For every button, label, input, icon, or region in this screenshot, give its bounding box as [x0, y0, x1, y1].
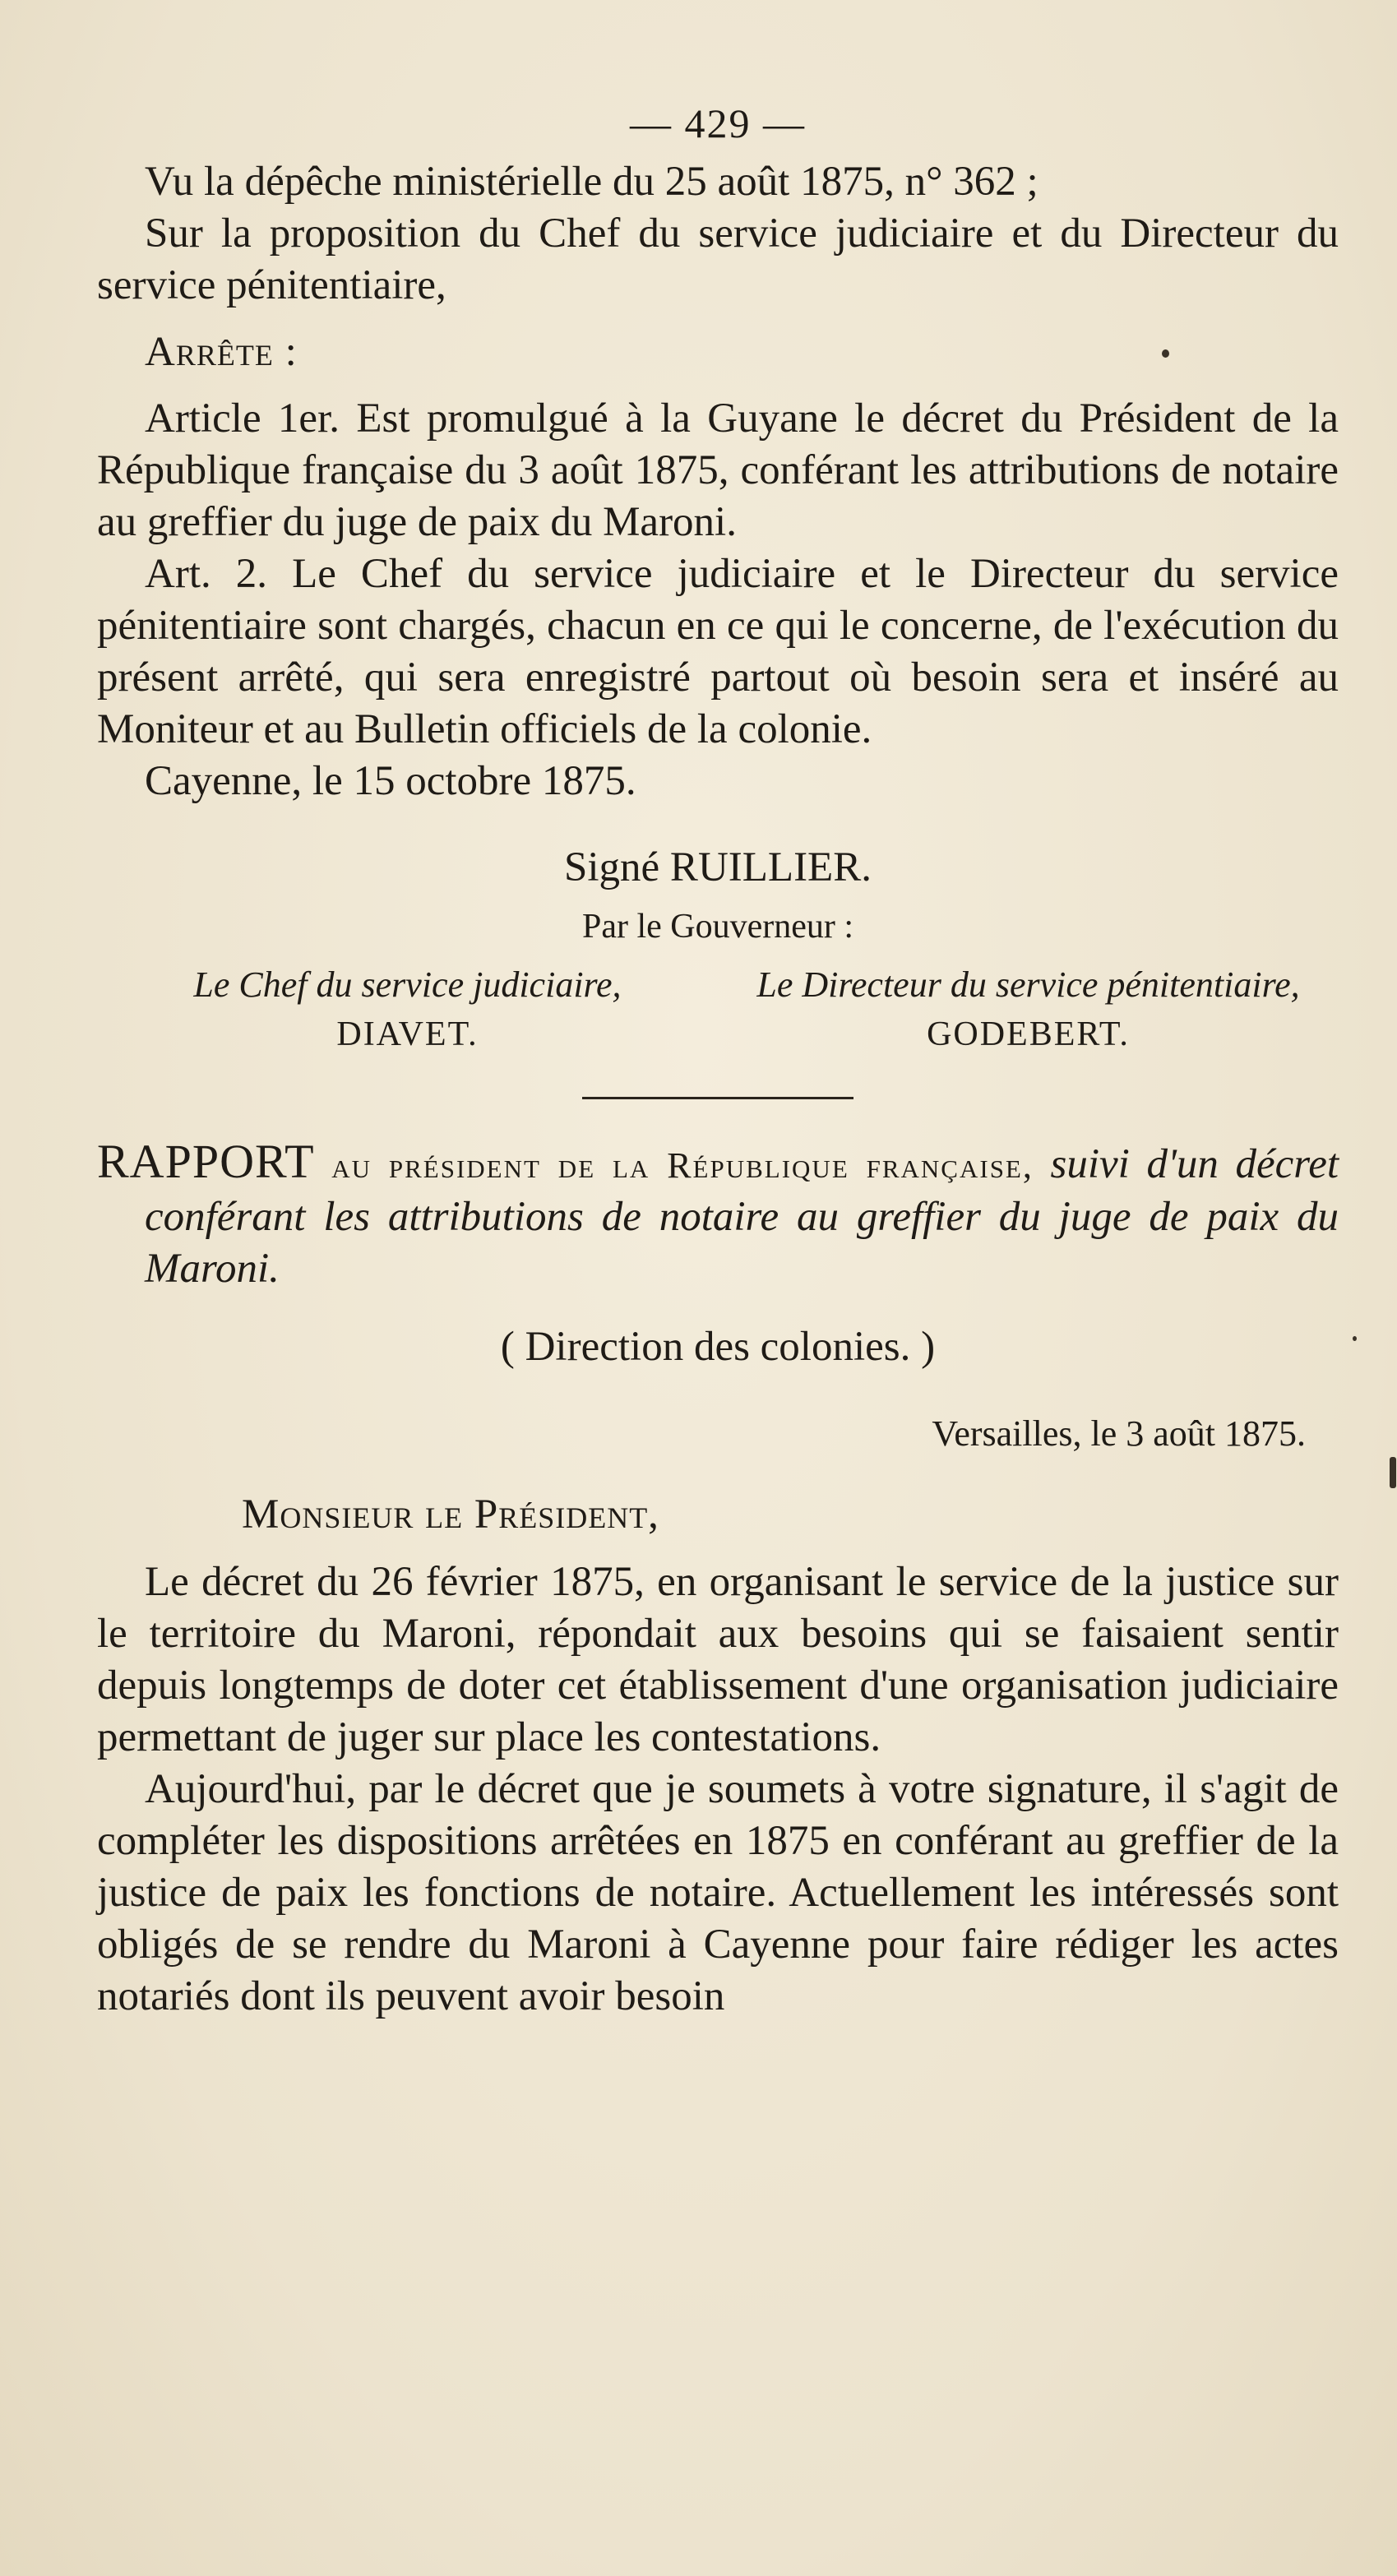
report-heading — [97, 1135, 1339, 1295]
signature-left — [97, 960, 718, 1059]
signature-right-title: Le Directeur du service pénitentiaire, — [756, 964, 1300, 1005]
decree-arrete-heading: Arrête : — [145, 329, 298, 375]
ink-speck — [1162, 349, 1169, 358]
report-heading-italic: suivi d'un décret conférant les attributions de notaire au greffier du juge de paix du Maroni. — [145, 1141, 1339, 1292]
signature-right — [718, 960, 1339, 1059]
decree-article-2: Art. 2. Le Chef du service judiciaire et le Directeur du service pénitentiaire sont chargés, chacun en ce qui le concerne, de l'exécution du présent arrêté, qui sera enregistré partout où besoin sera et inséré au Moniteur et au Bulletin officiels de la colonie. — [97, 551, 1339, 752]
signature-right-name: GODEBERT. — [927, 1015, 1130, 1053]
report-direction: ( Direction des colonies. ) — [500, 1324, 936, 1370]
decree-article-1: Article 1er. Est promulgué à la Guyane le décret du Président de la République française du 3 août 1875, conférant les attributions de notaire au greffier du juge de paix du Maroni. — [97, 395, 1339, 545]
ink-speck — [1390, 1457, 1396, 1488]
report-place-date: Versailles, le 3 août 1875. — [932, 1413, 1306, 1454]
report-paragraph-2: Aujourd'hui, par le décret que je soumets à votre signature, il s'agit de compléter les dispositions arrêtées en 1875 en conférant au greffier de la justice de paix les fonctions de notaire. Actuellement les intéressés sont obligés de se rendre du Maroni à Cayenne pour faire rédiger les actes notariés dont ils peuvent avoir besoin — [97, 1766, 1339, 2019]
signature-left-name: DIAVET. — [336, 1015, 479, 1053]
report-heading-lead: RAPPORT — [97, 1135, 315, 1188]
decree-place-date: Cayenne, le 15 octobre 1875. — [145, 758, 636, 804]
report-paragraph-1: Le décret du 26 février 1875, en organisant le service de la justice sur le territoire du Maroni, répondait aux besoins qui se faisaient sentir depuis longtemps de doter cet établissement d'une organisation judiciaire permettant de juger sur place les contestations. — [97, 1559, 1339, 1760]
report-salutation: Monsieur le Président, — [242, 1491, 659, 1538]
signature-block — [97, 960, 1339, 1059]
decree-sur-paragraph: Sur la proposition du Chef du service judiciaire et du Directeur du service pénitentiaire, — [97, 210, 1339, 308]
signed-line: Signé RUILLIER. — [564, 844, 872, 890]
signature-left-title: Le Chef du service judiciaire, — [193, 964, 622, 1005]
page-number: — 429 — — [630, 100, 806, 146]
section-divider — [582, 1097, 853, 1099]
report-heading-caps: au président de la République française, — [331, 1145, 1034, 1186]
decree-vu-paragraph: Vu la dépêche ministérielle du 25 août 1875, n° 362 ; — [145, 159, 1038, 205]
governor-line: Par le Gouverneur : — [581, 908, 854, 946]
ink-speck — [1353, 1336, 1357, 1341]
page-content — [97, 90, 1339, 2023]
